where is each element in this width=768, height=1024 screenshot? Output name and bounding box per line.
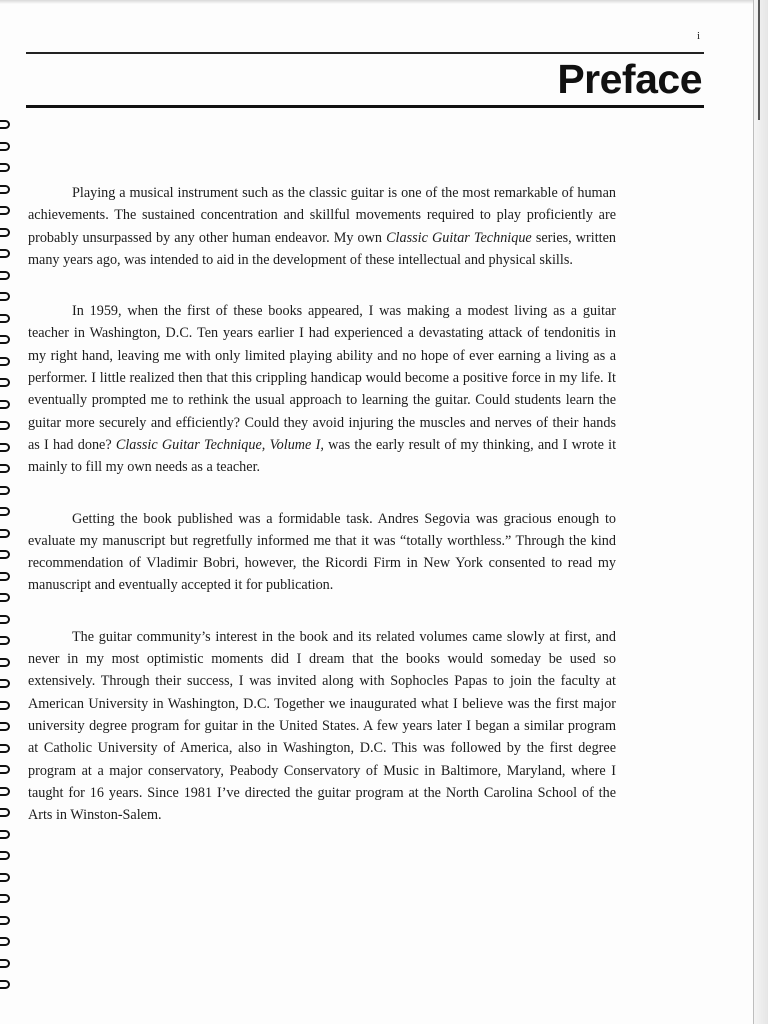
binding-ring [0,787,10,796]
binding-ring [0,550,10,559]
binding-ring [0,249,10,258]
binding-ring [0,894,10,903]
binding-ring [0,615,10,624]
paragraph-text: series, written many years ago, was intended to aid in the development of these intellectual and physical skills. [28,229,616,268]
paragraph [28,508,616,597]
spiral-binding [0,120,14,1024]
binding-ring [0,873,10,882]
paragraph-text: The guitar community’s interest in the book and its related volumes came slowly at first, and never in my most optimistic moments did I dream that the books would someday be used so extensively. Through their success, I was invited along with Sophocles Papas to join the faculty at American University in Washington, D.C. Together we inaugurated what I believe was the first major university degree program for guitar in the United States. A few years later I began a similar program at Catholic University of America, also in Washington, D.C. This was followed by the first degree program at a major conservatory, Peabody Conservatory of Music in Baltimore, Maryland, where I taught for 16 years. Since 1981 I’ve directed the guitar program at the North Carolina School of the Arts in Winston-Salem. [28,628,616,824]
binding-ring [0,464,10,473]
header-rule-bottom [26,105,704,108]
binding-ring [0,980,10,989]
paragraph-text: was the early result of my thinking, and I wrote it mainly to fill my own needs as a teacher. [28,436,617,476]
binding-ring [0,378,10,387]
binding-ring [0,916,10,925]
adjacent-page-edge [753,0,768,1024]
binding-ring [0,744,10,753]
binding-ring [0,529,10,538]
book-title-italic: Classic Guitar Technique, Volume I, [115,436,324,453]
body-text [28,182,616,855]
binding-ring [0,163,10,172]
book-title-italic: Classic Guitar Technique [386,229,532,246]
page-title: Preface [557,56,702,102]
scan-top-edge [0,0,768,4]
binding-ring [0,722,10,731]
binding-ring [0,443,10,452]
binding-ring [0,937,10,946]
binding-ring [0,142,10,151]
binding-ring [0,851,10,860]
paragraph-text: Playing a musical instrument such as the classic guitar is one of the most remarkable of human achievements. The sustained concentration and skillful movements required to play proficiently are probably unsurpassed by any other human endeavor. My own [28,185,616,246]
binding-ring [0,292,10,301]
binding-ring [0,959,10,968]
binding-ring [0,572,10,581]
binding-ring [0,830,10,839]
paragraph-text: Getting the book published was a formidable task. Andres Segovia was gracious enough to evaluate my manuscript but regretfully informed me that it was “totally worthless.” Through the kind recommendation of Vladimir Bobri, however, the Ricordi Firm in New York consented to read my manuscript and eventually accepted it for publication. [28,510,616,594]
binding-ring [0,206,10,215]
binding-ring [0,314,10,323]
page-number: i [697,30,701,42]
binding-ring [0,593,10,602]
paragraph [28,300,616,478]
binding-ring [0,421,10,430]
binding-ring [0,357,10,366]
binding-ring [0,765,10,774]
binding-ring [0,335,10,344]
binding-ring [0,228,10,237]
binding-ring [0,658,10,667]
binding-ring [0,808,10,817]
binding-ring [0,486,10,495]
binding-ring [0,400,10,409]
paragraph-text: In 1959, when the first of these books appeared, I was making a modest living as a guitar teacher in Washington, D.C. Ten years earlier I had experienced a devastating attack of tendonitis in my right hand, leaving me with only limited playing ability and no hope of ever earning a living as a performer. I little realized then that this crippling handicap would become a positive force in my life. It eventually prompted me to rethink the usual approach to learning the guitar. Could students learn the guitar more securely and efficiently? Could they avoid injuring the muscles and nerves of their hands as I had done? [28,303,616,453]
paragraph [28,626,616,827]
binding-ring [0,701,10,710]
binding-ring [0,679,10,688]
paragraph [28,182,616,271]
page-edge-line [758,0,760,120]
binding-ring [0,271,10,280]
binding-ring [0,185,10,194]
binding-ring [0,507,10,516]
binding-ring [0,636,10,645]
binding-ring [0,120,10,129]
